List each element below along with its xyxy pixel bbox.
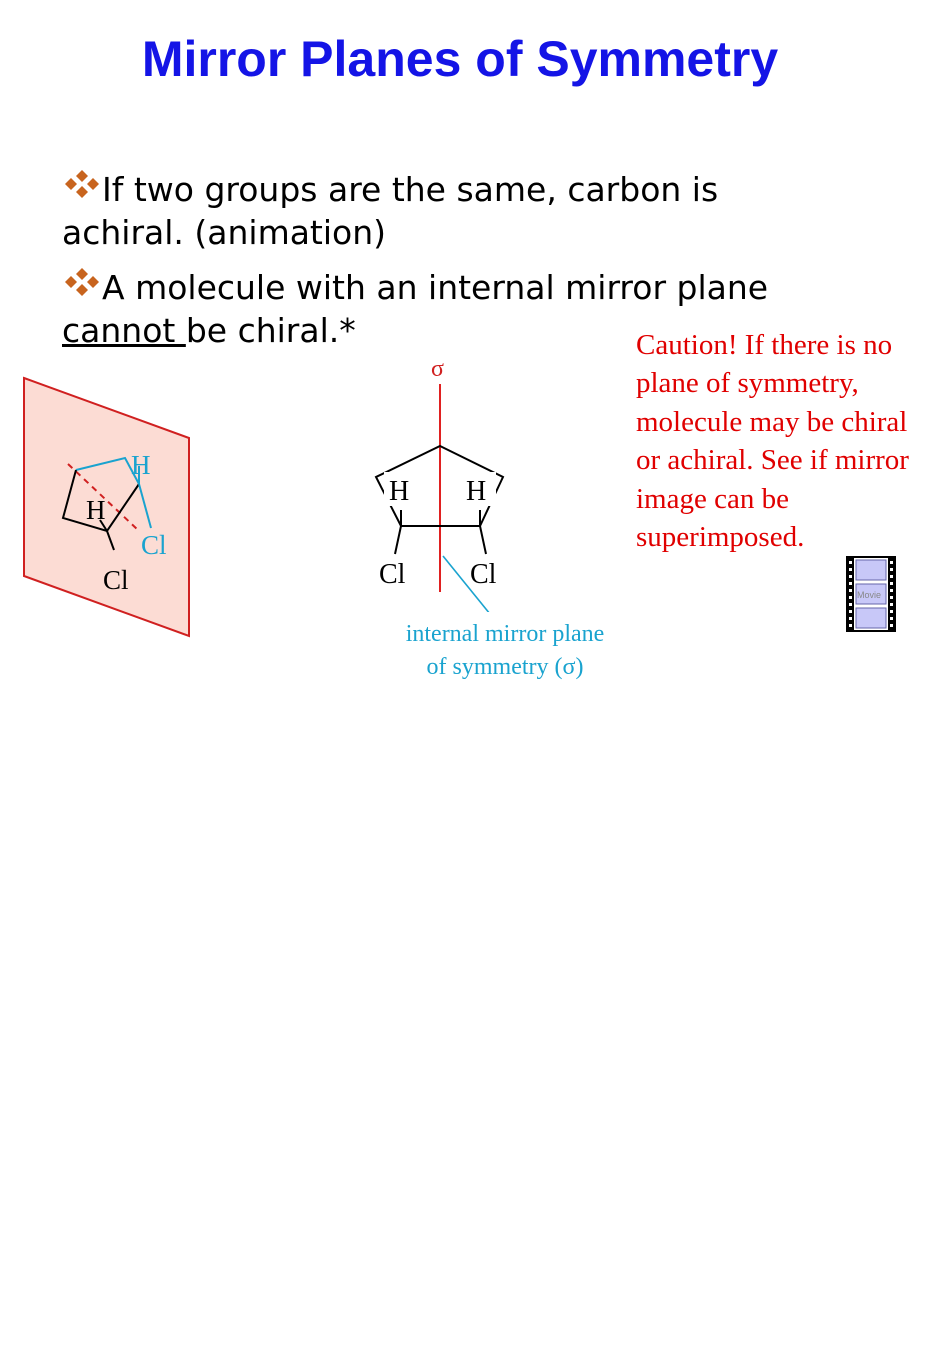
atom-label-h-left: H [86, 495, 106, 525]
caption-line-2: of symmetry (σ) [426, 654, 584, 680]
atom-label-cl-blue: Cl [141, 530, 167, 560]
caption-line-1: internal mirror plane [405, 621, 605, 647]
atom-label-h-right: H [466, 476, 487, 507]
bullet-text-pre: A molecule with an internal mirror plane [102, 268, 769, 307]
atom-label-cl-black: Cl [103, 565, 129, 595]
bond-right-down [480, 526, 486, 554]
caution-note: Caution! If there is no plane of symmetry, molecule may be chiral or achiral. See if mirror image can be superimposed. [636, 329, 909, 554]
bullet-text: If two groups are the same, carbon is achiral. (animation) [62, 170, 719, 252]
bond-left-down [395, 526, 401, 554]
cyclopentane-figure [360, 350, 540, 612]
atom-label-cl-right: Cl [470, 559, 497, 590]
bullet-text-post: be chiral.* [185, 311, 356, 350]
movie-label: Movie [857, 590, 882, 600]
atom-label-h-top: H [131, 450, 151, 480]
mirror-plane [24, 378, 189, 636]
bullet-item [62, 168, 822, 254]
bullet-text-underlined: cannot [62, 311, 186, 350]
mirror-plane-figure [20, 372, 200, 642]
diamond-bullet-icon [62, 169, 102, 199]
atom-label-h-left: H [389, 476, 410, 507]
atom-label-cl-left: Cl [379, 559, 406, 590]
film-strip-icon[interactable] [846, 556, 896, 632]
slide-title: Mirror Planes of Symmetry [141, 31, 779, 87]
sigma-label: σ [431, 356, 444, 382]
diamond-bullet-icon [62, 267, 102, 297]
mirror-plane-caption [360, 618, 650, 684]
